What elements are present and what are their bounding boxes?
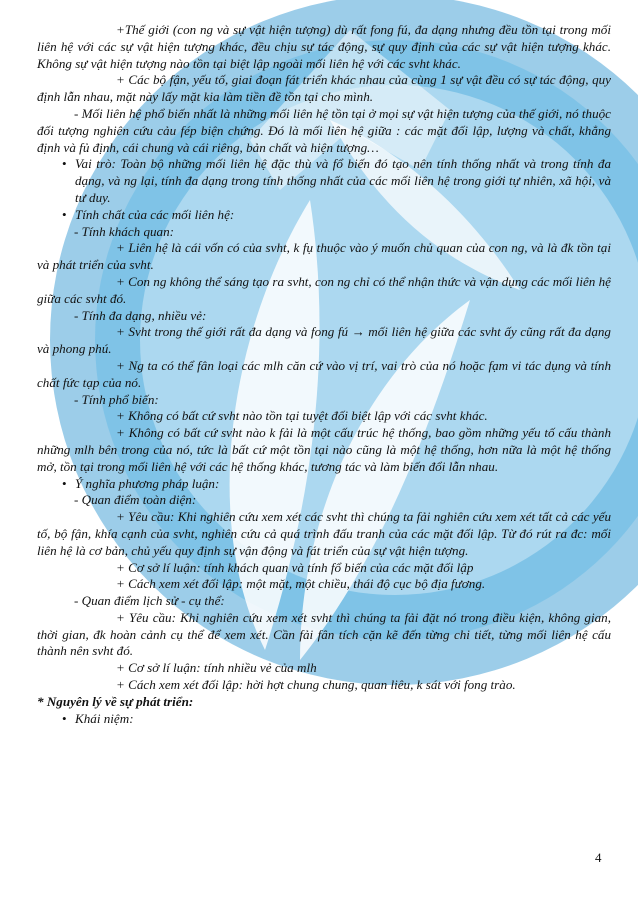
subheading: - Quan điểm lịch sử - cụ thể: <box>74 593 225 609</box>
paragraph: - Mối liên hệ phổ biến nhất là những mối liên hệ tồn tại ở mọi sự vật hiện tượng của thế giới, nó thuộc đối tượng nghiên cứu cảu fép biện chứng. Đó là mối liên hệ giữa : các mặt đối lập, lượng và chất, khẳng định và fủ định, cái chung và cái riêng, bản chất và hiện tượng… <box>37 105 611 155</box>
paragraph: + Các bộ fận, yếu tố, giai đoạn fát triển khác nhau của cùng 1 sự vật đều có sự tác động, quy định lẫn nhau, mặt này lấy mặt kia làm tiền đề tồn tại cho mình. <box>37 72 611 105</box>
bullet-icon: • <box>62 710 67 726</box>
paragraph: + Ng ta có thể fân loại các mlh căn cứ vào vị trí, vai trò của nó hoặc fạm vi tác dụng và tính chất fức tạp của nó. <box>37 357 611 390</box>
paragraph: + Cách xem xét đối lập: hời hợt chung chung, quan liêu, k sát với fong trào. <box>116 677 516 693</box>
paragraph: + Yêu cầu: Khi nghiên cứu xem xét svht thì chúng ta fải đặt nó trong điều kiện, không gian, thời gian, đk hoàn cảnh cụ thể để xem xét. Cần fải fân tích cặn kẽ đến từng chi tiết, từng mối liên hệ cấu thành nên svht đó. <box>37 609 611 659</box>
subheading: - Quan điểm toàn diện: <box>74 492 197 508</box>
bullet-item-concept <box>37 711 611 728</box>
bullet-text: Vai trò: Toàn bộ những mối liên hệ đặc thù và fổ biến đó tạo nên tính thống nhất và trong tính đa dạng, và ng lại, tính đa dạng trong tính thống nhất của các mối liên hệ trong giới tự nhiên, xã hội, và tư duy. <box>75 156 611 205</box>
paragraph: + Liên hệ là cái vốn có của svht, k fụ thuộc vào ý muốn chủ quan của con ng, và là đk tồn tại và phát triển của svht. <box>37 240 611 273</box>
page-body <box>37 22 611 727</box>
bullet-text: Khái niệm: <box>75 710 134 726</box>
paragraph <box>37 324 611 358</box>
paragraph: + Cơ sở lí luận: tính nhiều vẻ của mlh <box>116 660 317 676</box>
paragraph-part: + Svht trong thế giới rất đa dạng và fong fú <box>116 324 349 340</box>
bullet-item-role <box>37 156 611 206</box>
subheading: - Tính khách quan: <box>74 223 175 239</box>
paragraph: + Không có bất cứ svht nào tồn tại tuyệt đối biệt lập với các svht khác. <box>116 408 488 424</box>
bullet-item-properties <box>37 207 611 224</box>
section-heading: * Nguyên lý về sự phát triển: <box>37 693 194 709</box>
paragraph-part: mối liên hệ giữa các svht ấy cũng rất đa dạng và phong phú. <box>37 324 611 357</box>
paragraph: + Con ng không thể sáng tạo ra svht, con ng chỉ có thể nhận thức và vận dụng các mối liên hệ giữa các svht đó. <box>37 273 611 306</box>
paragraph: + Không có bất cứ svht nào k fải là một cấu trúc hệ thống, bao gồm những yếu tố cấu thành những mlh bên trong của nó, tức là bất cứ một tồn tại nào cũng là một hệ thống, hơn nữa là một hệ thống mở, tồn tại trong mối liên hệ với các hệ thống khác, tương tác và làm biến đổi lẫn nhau. <box>37 425 611 474</box>
bullet-icon: • <box>62 475 67 491</box>
bullet-text: Ý nghĩa phương pháp luận: <box>75 475 220 491</box>
bullet-icon: • <box>62 156 67 172</box>
subheading: - Tính đa dạng, nhiều vẻ: <box>74 307 207 323</box>
page-number: 4 <box>595 850 602 865</box>
subheading: - Tính phổ biến: <box>74 391 159 407</box>
right-arrow-icon: → <box>351 324 365 340</box>
paragraph: + Cơ sở lí luận: tính khách quan và tính fổ biến của các mặt đối lập <box>116 559 474 575</box>
bullet-text: Tính chất của các mối liên hệ: <box>75 206 235 222</box>
bullet-item-methodology <box>37 476 611 493</box>
paragraph: +Thế giới (con ng và sự vật hiện tượng) dù rất fong fú, đa dạng nhưng đều tồn tại trong mối liên hệ với các sự vật hiện tượng khác, đều chịu sự tác động, sự quy định của các sự vật hiện tượng khác. Không sự vật hiện tượng nào tồn tại biệt lập ngoài mối liên hệ với các svht khác. <box>37 22 611 71</box>
paragraph: + Cách xem xét đối lập: một mặt, một chiều, thái độ cục bộ địa fương. <box>116 576 486 592</box>
bullet-icon: • <box>62 206 67 222</box>
paragraph: + Yêu cầu: Khi nghiên cứu xem xét các svht thì chúng ta fải nghiên cứu xem xét tất cả các yếu tố, bộ fận, khía cạnh của svht, nghiên cứu cả quá trình đấu tranh của các mặt đối lập. Từ đó rút ra đc: mối liên hệ là cơ bản, chủ yếu quy định sự vận động và fát triển của sự vật hiện tượng. <box>37 509 611 558</box>
